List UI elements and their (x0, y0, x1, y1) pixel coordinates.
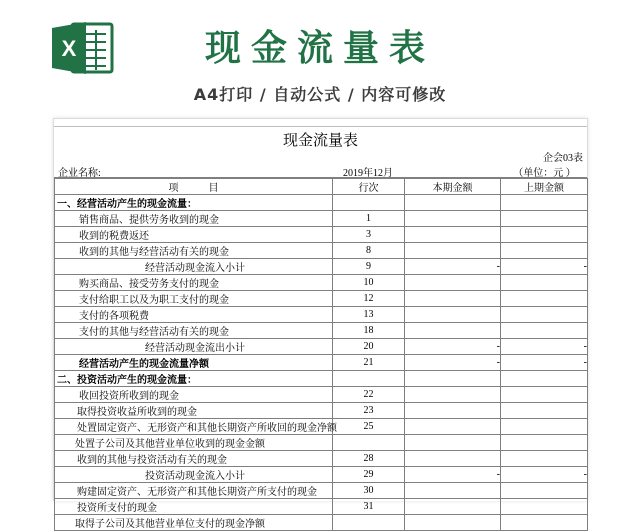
row-number-cell: 29 (333, 467, 405, 483)
previous-amount-cell[interactable] (501, 243, 588, 259)
previous-amount-cell[interactable] (501, 483, 588, 499)
previous-amount-cell[interactable] (501, 307, 588, 323)
previous-amount-cell[interactable] (501, 451, 588, 467)
previous-amount-cell[interactable] (501, 515, 588, 531)
row-item-cell: 取得子公司及其他营业单位支付的现金净额 (55, 515, 333, 531)
table-row (55, 355, 588, 371)
current-amount-cell[interactable] (405, 227, 501, 243)
table-row (55, 515, 588, 531)
unit-label: （单位：元 ） (513, 168, 576, 179)
table-row (55, 307, 588, 323)
row-item-cell: 销售商品、提供劳务收到的现金 (55, 211, 333, 227)
row-number-cell: 30 (333, 483, 405, 499)
sheet-top-border (54, 119, 587, 127)
table-row (55, 403, 588, 419)
row-number-cell: 1 (333, 211, 405, 227)
row-item-cell: 一、经营活动产生的现金流量： (55, 195, 333, 211)
table-row (55, 227, 588, 243)
row-number-cell: 23 (333, 403, 405, 419)
row-number-cell: 21 (333, 355, 405, 371)
current-amount-cell[interactable] (405, 499, 501, 515)
row-number-cell: 18 (333, 323, 405, 339)
current-amount-cell[interactable] (405, 195, 501, 211)
current-amount-cell[interactable] (405, 515, 501, 531)
previous-amount-cell[interactable] (501, 275, 588, 291)
svg-text:X: X (61, 36, 77, 61)
table-row (55, 211, 588, 227)
row-number-cell: 12 (333, 291, 405, 307)
row-item-cell: 收到的税费返还 (55, 227, 333, 243)
column-header-row-no: 行次 (333, 179, 405, 195)
current-amount-cell[interactable] (405, 323, 501, 339)
report-date: 2019年12月 (343, 168, 393, 179)
row-item-cell: 处置子公司及其他营业单位收到的现金金额 (55, 435, 333, 451)
row-item-cell: 投资所支付的现金 (55, 499, 333, 515)
row-item-cell: 收到的其他与经营活动有关的现金 (55, 243, 333, 259)
form-number: 企会03表 (543, 153, 583, 164)
current-amount-cell[interactable] (405, 307, 501, 323)
row-item-cell: 经营活动现金流入小计 (55, 259, 333, 275)
previous-amount-cell[interactable] (501, 403, 588, 419)
banner-subtitle: A4打印 / 自动公式 / 内容可修改 (193, 85, 447, 104)
row-number-cell: 22 (333, 387, 405, 403)
table-row (55, 195, 588, 211)
current-amount-cell[interactable] (405, 435, 501, 451)
previous-amount-cell[interactable] (501, 435, 588, 451)
current-amount-cell[interactable] (405, 387, 501, 403)
previous-amount-cell[interactable]: - (501, 467, 588, 483)
row-item-cell: 取得投资收益所收到的现金 (55, 403, 333, 419)
table-header-row (55, 179, 588, 195)
company-name-label: 企业名称: (58, 168, 101, 179)
table-row (55, 259, 588, 275)
row-number-cell: 20 (333, 339, 405, 355)
previous-amount-cell[interactable] (501, 499, 588, 515)
current-amount-cell[interactable]: - (405, 355, 501, 371)
current-amount-cell[interactable] (405, 243, 501, 259)
table-row (55, 243, 588, 259)
row-item-cell: 经营活动产生的现金流量净额 (55, 355, 333, 371)
previous-amount-cell[interactable] (501, 419, 588, 435)
current-amount-cell[interactable] (405, 211, 501, 227)
table-row (55, 483, 588, 499)
table-row (55, 275, 588, 291)
row-number-cell (333, 515, 405, 531)
row-item-cell: 购买商品、接受劳务支付的现金 (55, 275, 333, 291)
column-header-previous: 上期金额 (501, 179, 588, 195)
table-row (55, 387, 588, 403)
row-item-cell: 收到的其他与投资活动有关的现金 (55, 451, 333, 467)
row-number-cell: 8 (333, 243, 405, 259)
current-amount-cell[interactable] (405, 451, 501, 467)
row-number-cell: 13 (333, 307, 405, 323)
column-header-item: 项 目 (55, 179, 333, 195)
table-row (55, 291, 588, 307)
table-row (55, 435, 588, 451)
spreadsheet-preview (53, 118, 588, 530)
row-item-cell: 收回投资所收到的现金 (55, 387, 333, 403)
previous-amount-cell[interactable] (501, 227, 588, 243)
sheet-title: 现金流量表 (282, 133, 358, 149)
previous-amount-cell[interactable]: - (501, 339, 588, 355)
previous-amount-cell[interactable] (501, 291, 588, 307)
table-row (55, 371, 588, 387)
row-item-cell: 支付给职工以及为职工支付的现金 (55, 291, 333, 307)
table-row (55, 323, 588, 339)
row-item-cell: 二、投资活动产生的现金流量： (55, 371, 333, 387)
previous-amount-cell[interactable] (501, 323, 588, 339)
row-number-cell: 25 (333, 419, 405, 435)
current-amount-cell[interactable] (405, 275, 501, 291)
current-amount-cell[interactable] (405, 419, 501, 435)
previous-amount-cell[interactable]: - (501, 259, 588, 275)
column-header-current: 本期金额 (405, 179, 501, 195)
row-number-cell: 28 (333, 451, 405, 467)
table-row (55, 451, 588, 467)
previous-amount-cell[interactable]: - (501, 355, 588, 371)
table-row (55, 467, 588, 483)
current-amount-cell[interactable] (405, 291, 501, 307)
previous-amount-cell[interactable] (501, 387, 588, 403)
banner-title: 现金流量表 (204, 28, 435, 69)
cash-flow-table (54, 178, 588, 531)
table-row (55, 499, 588, 515)
current-amount-cell[interactable]: - (405, 259, 501, 275)
current-amount-cell[interactable] (405, 483, 501, 499)
row-number-cell (333, 195, 405, 211)
table-row (55, 419, 588, 435)
previous-amount-cell[interactable] (501, 195, 588, 211)
row-number-cell: 9 (333, 259, 405, 275)
row-item-cell: 投资活动现金流入小计 (55, 467, 333, 483)
row-number-cell (333, 435, 405, 451)
current-amount-cell[interactable] (405, 371, 501, 387)
row-item-cell: 支付的各项税费 (55, 307, 333, 323)
table-row (55, 339, 588, 355)
row-number-cell: 31 (333, 499, 405, 515)
row-item-cell: 支付的其他与经营活动有关的现金 (55, 323, 333, 339)
row-item-cell: 处置固定资产、无形资产和其他长期资产所收回的现金净额 (55, 419, 333, 435)
current-amount-cell[interactable]: - (405, 339, 501, 355)
previous-amount-cell[interactable] (501, 371, 588, 387)
current-amount-cell[interactable]: - (405, 467, 501, 483)
row-number-cell (333, 371, 405, 387)
row-number-cell: 10 (333, 275, 405, 291)
row-item-cell: 经营活动现金流出小计 (55, 339, 333, 355)
row-item-cell: 购建固定资产、无形资产和其他长期资产所支付的现金 (55, 483, 333, 499)
row-number-cell: 3 (333, 227, 405, 243)
current-amount-cell[interactable] (405, 403, 501, 419)
previous-amount-cell[interactable] (501, 211, 588, 227)
